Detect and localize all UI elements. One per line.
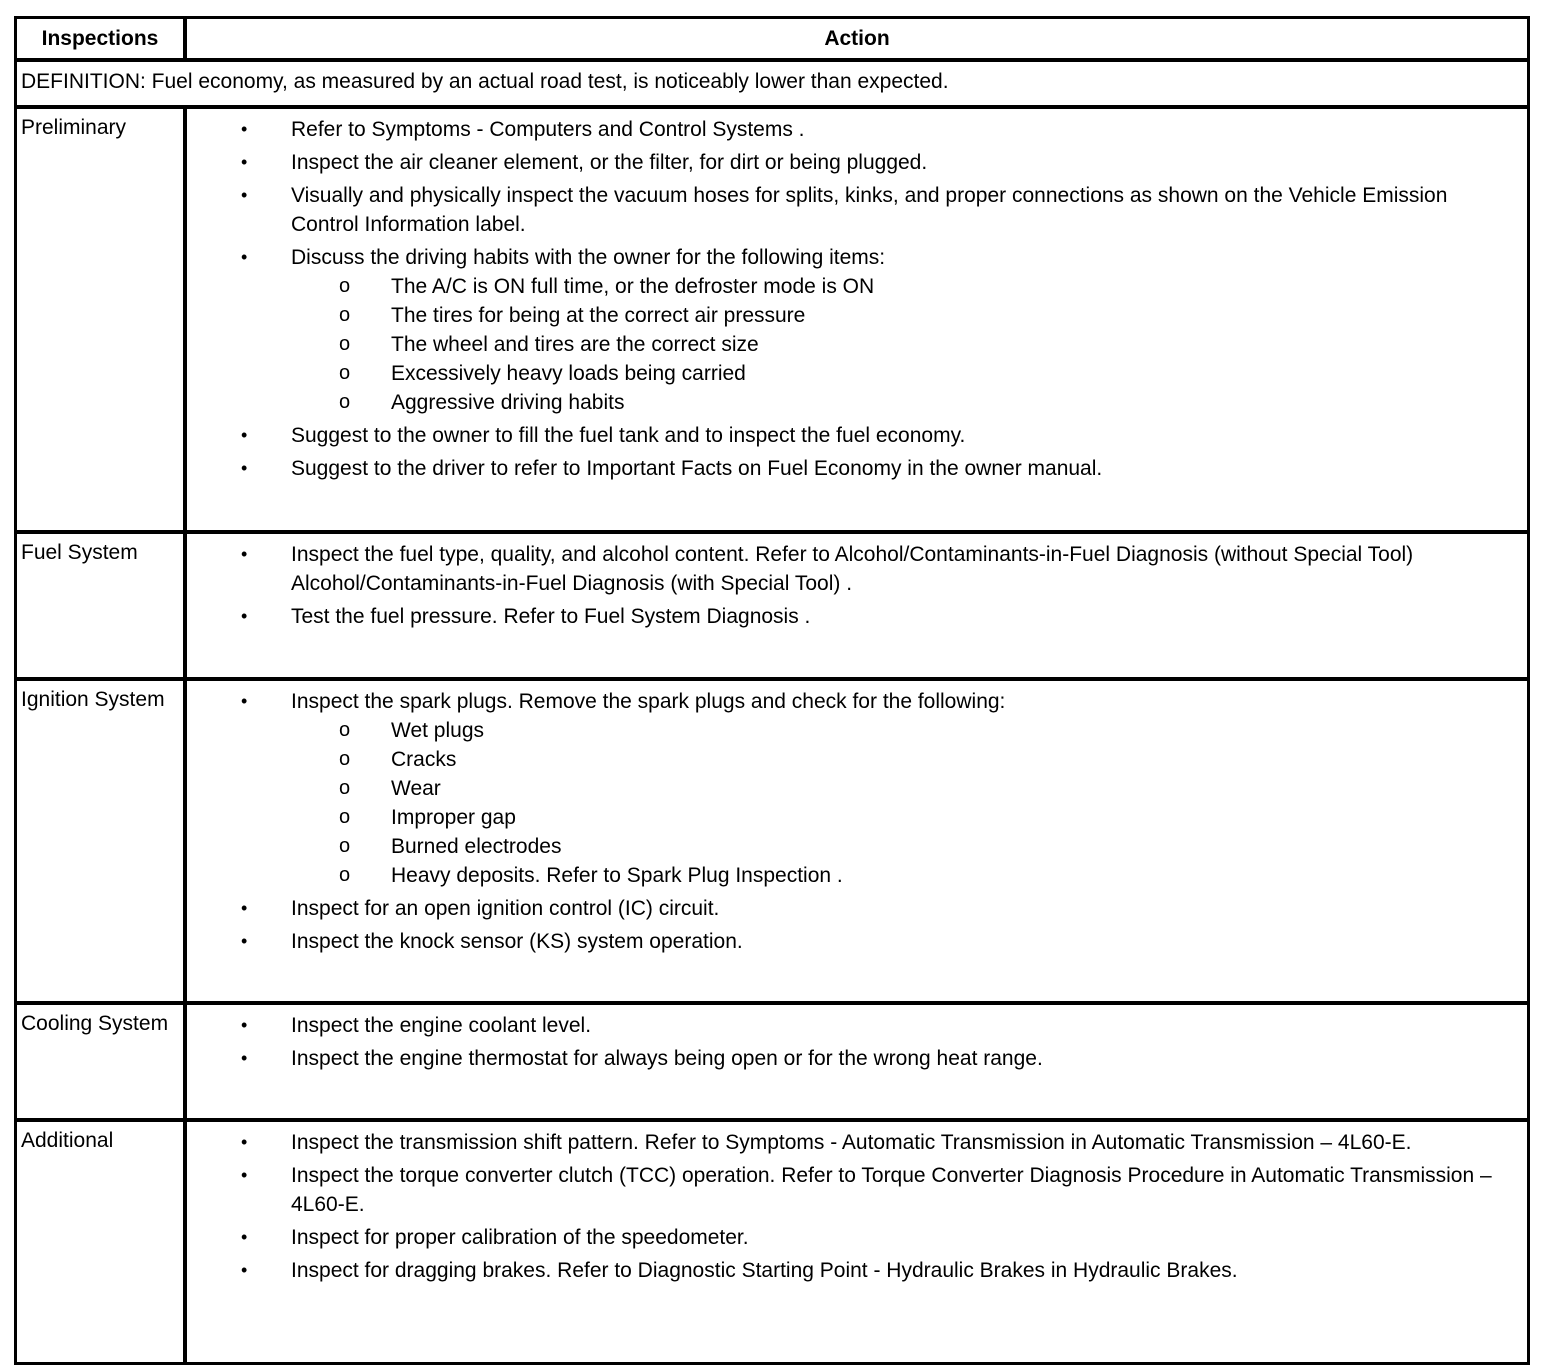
- circle-bullet-icon: o: [339, 748, 351, 770]
- action-item: [187, 115, 1519, 144]
- action-item: [187, 1128, 1519, 1157]
- bullet-icon: •: [241, 1015, 248, 1035]
- section-row: [17, 534, 1527, 681]
- definition-text: DEFINITION: Fuel economy, as measured by an actual road test, is noticeably lower than expected.: [21, 70, 949, 93]
- action-item: [187, 540, 1519, 598]
- action-text: Inspect the engine thermostat for always being open or for the wrong heat range.: [291, 1047, 1043, 1070]
- sub-item-text: Burned electrodes: [391, 835, 562, 858]
- sub-item-text: Excessively heavy loads being carried: [391, 362, 746, 385]
- inspection-category: Fuel System: [17, 534, 187, 677]
- action-item: [187, 1256, 1519, 1285]
- action-text: Inspect for dragging brakes. Refer to Diagnostic Starting Point - Hydraulic Brakes in Hydraulic Brakes.: [291, 1259, 1238, 1282]
- action-item: [187, 243, 1519, 417]
- inspection-category: Cooling System: [17, 1005, 187, 1118]
- action-item: [187, 1223, 1519, 1252]
- circle-bullet-icon: o: [339, 304, 351, 326]
- sub-item: [187, 272, 1519, 301]
- action-item: [187, 181, 1519, 239]
- action-text: Inspect for an open ignition control (IC) circuit.: [291, 897, 720, 920]
- diagnosis-table: [14, 16, 1530, 1365]
- action-item: [187, 1011, 1519, 1040]
- action-text: Discuss the driving habits with the owner for the following items:: [291, 246, 886, 269]
- action-text: Inspect the torque converter clutch (TCC) operation. Refer to Torque Converter Diagnosis Procedure in Automatic Transmission – 4L60-E.: [291, 1164, 1492, 1216]
- action-list: [187, 1128, 1519, 1285]
- sub-item: [187, 359, 1519, 388]
- sub-item: [187, 388, 1519, 417]
- sub-item: [187, 832, 1519, 861]
- action-text: Inspect the spark plugs. Remove the spark plugs and check for the following:: [291, 690, 1006, 713]
- action-item: [187, 454, 1519, 483]
- action-text: Inspect the knock sensor (KS) system operation.: [291, 930, 743, 953]
- circle-bullet-icon: o: [339, 806, 351, 828]
- section-row: [17, 1122, 1527, 1362]
- bullet-icon: •: [241, 1048, 248, 1068]
- sub-item: [187, 861, 1519, 890]
- sub-item-text: Wear: [391, 777, 441, 800]
- sub-item: [187, 745, 1519, 774]
- definition-row: [17, 62, 1527, 109]
- circle-bullet-icon: o: [339, 362, 351, 384]
- inspection-category: Preliminary: [17, 109, 187, 530]
- action-text: Inspect the transmission shift pattern. Refer to Symptoms - Automatic Transmission in Automatic Transmission – 4L60-E.: [291, 1131, 1412, 1154]
- action-item: [187, 148, 1519, 177]
- circle-bullet-icon: o: [339, 777, 351, 799]
- sub-item: [187, 774, 1519, 803]
- action-item: [187, 1161, 1519, 1219]
- bullet-icon: •: [241, 606, 248, 626]
- sub-list: [291, 716, 1519, 890]
- action-list: [187, 687, 1519, 956]
- sub-item-text: Aggressive driving habits: [391, 391, 625, 414]
- action-text: Test the fuel pressure. Refer to Fuel System Diagnosis .: [291, 605, 811, 628]
- bullet-icon: •: [241, 898, 248, 918]
- bullet-icon: •: [241, 458, 248, 478]
- circle-bullet-icon: o: [339, 391, 351, 413]
- bullet-icon: •: [241, 1132, 248, 1152]
- circle-bullet-icon: o: [339, 864, 351, 886]
- sub-item-text: The tires for being at the correct air pressure: [391, 304, 806, 327]
- action-list: [187, 1011, 1519, 1073]
- bullet-icon: •: [241, 931, 248, 951]
- inspection-category: Ignition System: [17, 681, 187, 1001]
- action-text: Inspect the engine coolant level.: [291, 1014, 592, 1037]
- sub-list: [291, 272, 1519, 417]
- section-row: [17, 109, 1527, 534]
- bullet-icon: •: [241, 1165, 248, 1185]
- circle-bullet-icon: o: [339, 333, 351, 355]
- sub-item-text: Heavy deposits. Refer to Spark Plug Inspection .: [391, 864, 843, 887]
- action-item: [187, 687, 1519, 890]
- action-cell: [187, 1005, 1527, 1118]
- action-item: [187, 1044, 1519, 1073]
- action-list: [187, 540, 1519, 631]
- bullet-icon: •: [241, 1260, 248, 1280]
- action-text: Inspect for proper calibration of the speedometer.: [291, 1226, 749, 1249]
- sub-item: [187, 803, 1519, 832]
- action-text: Refer to Symptoms - Computers and Control Systems .: [291, 118, 805, 141]
- action-cell: [187, 534, 1527, 677]
- sub-item-text: Wet plugs: [391, 719, 484, 742]
- sub-item-text: The A/C is ON full time, or the defroster mode is ON: [391, 275, 875, 298]
- sub-item-text: The wheel and tires are the correct size: [391, 333, 759, 356]
- sub-item: [187, 301, 1519, 330]
- sub-item: [187, 330, 1519, 359]
- bullet-icon: •: [241, 185, 248, 205]
- bullet-icon: •: [241, 152, 248, 172]
- table-header-row: [17, 19, 1527, 62]
- sub-item: [187, 716, 1519, 745]
- header-action: Action: [824, 27, 890, 50]
- sub-item-text: Cracks: [391, 748, 457, 771]
- action-item: [187, 421, 1519, 450]
- bullet-icon: •: [241, 425, 248, 445]
- bullet-icon: •: [241, 119, 248, 139]
- action-cell: [187, 1122, 1527, 1362]
- action-item: [187, 602, 1519, 631]
- action-list: [187, 115, 1519, 483]
- action-text: Inspect the air cleaner element, or the filter, for dirt or being plugged.: [291, 151, 928, 174]
- circle-bullet-icon: o: [339, 719, 351, 741]
- circle-bullet-icon: o: [339, 835, 351, 857]
- inspection-category: Additional: [17, 1122, 187, 1362]
- action-text: Suggest to the owner to fill the fuel tank and to inspect the fuel economy.: [291, 424, 966, 447]
- action-item: [187, 927, 1519, 956]
- circle-bullet-icon: o: [339, 275, 351, 297]
- bullet-icon: •: [241, 544, 248, 564]
- bullet-icon: •: [241, 1227, 248, 1247]
- bullet-icon: •: [241, 247, 248, 267]
- action-text: Inspect the fuel type, quality, and alcohol content. Refer to Alcohol/Contaminants-in-Fuel Diagnosis (without Special Tool) Alcohol/Contaminants-in-Fuel Diagnosis (with Special Tool) .: [291, 543, 1414, 595]
- sub-item-text: Improper gap: [391, 806, 516, 829]
- action-cell: [187, 109, 1527, 530]
- action-item: [187, 894, 1519, 923]
- action-text: Suggest to the driver to refer to Important Facts on Fuel Economy in the owner manual.: [291, 457, 1103, 480]
- header-inspections: Inspections: [17, 19, 187, 58]
- bullet-icon: •: [241, 691, 248, 711]
- action-text: Visually and physically inspect the vacuum hoses for splits, kinks, and proper connections as shown on the Vehicle Emission Control Information label.: [291, 184, 1448, 236]
- section-row: [17, 1005, 1527, 1122]
- section-row: [17, 681, 1527, 1005]
- action-cell: [187, 681, 1527, 1001]
